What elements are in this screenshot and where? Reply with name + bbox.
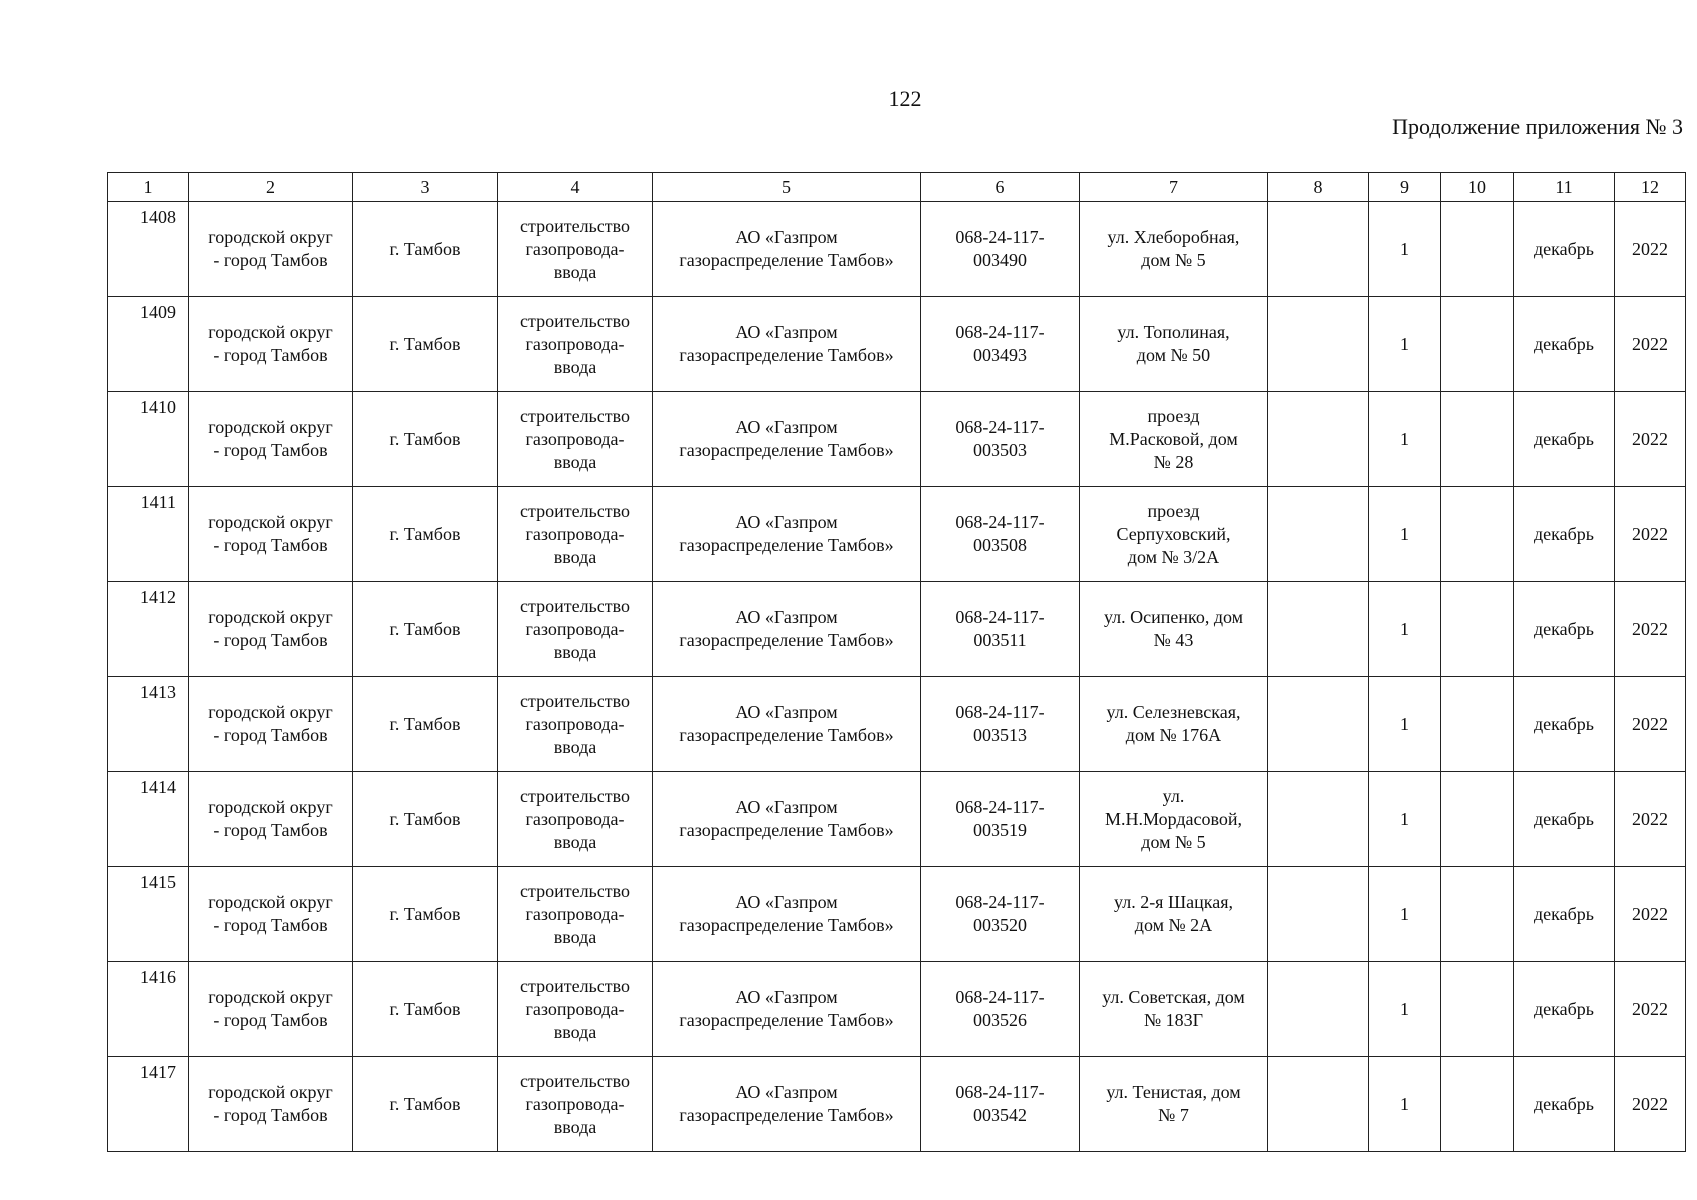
column-10-cell bbox=[1441, 487, 1514, 582]
column-8-cell bbox=[1268, 487, 1369, 582]
quantity-cell: 1 bbox=[1369, 202, 1441, 297]
year-cell: 2022 bbox=[1615, 677, 1686, 772]
table-row bbox=[108, 392, 1686, 487]
row-number: 1411 bbox=[108, 487, 189, 582]
object-code-cell: 068-24-117- 003493 bbox=[921, 297, 1080, 392]
work-type-cell: строительство газопровода- ввода bbox=[498, 867, 653, 962]
year-cell: 2022 bbox=[1615, 962, 1686, 1057]
organization-cell: АО «Газпром газораспределение Тамбов» bbox=[653, 487, 921, 582]
district-cell: городской округ - город Тамбов bbox=[189, 962, 353, 1057]
month-cell: декабрь bbox=[1514, 297, 1615, 392]
table-row bbox=[108, 1057, 1686, 1152]
object-code-cell: 068-24-117- 003508 bbox=[921, 487, 1080, 582]
address-cell: проезд Серпуховский, дом № 3/2А bbox=[1080, 487, 1268, 582]
column-8-cell bbox=[1268, 1057, 1369, 1152]
table-row bbox=[108, 297, 1686, 392]
object-code-cell: 068-24-117- 003526 bbox=[921, 962, 1080, 1057]
district-cell: городской округ - город Тамбов bbox=[189, 487, 353, 582]
table-row bbox=[108, 867, 1686, 962]
column-header: 12 bbox=[1615, 173, 1686, 202]
year-cell: 2022 bbox=[1615, 297, 1686, 392]
work-type-cell: строительство газопровода- ввода bbox=[498, 962, 653, 1057]
organization-cell: АО «Газпром газораспределение Тамбов» bbox=[653, 677, 921, 772]
district-cell: городской округ - город Тамбов bbox=[189, 297, 353, 392]
object-code-cell: 068-24-117- 003503 bbox=[921, 392, 1080, 487]
column-8-cell bbox=[1268, 297, 1369, 392]
quantity-cell: 1 bbox=[1369, 677, 1441, 772]
column-8-cell bbox=[1268, 202, 1369, 297]
object-code-cell: 068-24-117- 003520 bbox=[921, 867, 1080, 962]
column-10-cell bbox=[1441, 1057, 1514, 1152]
month-cell: декабрь bbox=[1514, 487, 1615, 582]
month-cell: декабрь bbox=[1514, 677, 1615, 772]
city-cell: г. Тамбов bbox=[353, 1057, 498, 1152]
object-code-cell: 068-24-117- 003542 bbox=[921, 1057, 1080, 1152]
district-cell: городской округ - город Тамбов bbox=[189, 582, 353, 677]
work-type-cell: строительство газопровода- ввода bbox=[498, 487, 653, 582]
city-cell: г. Тамбов bbox=[353, 772, 498, 867]
city-cell: г. Тамбов bbox=[353, 867, 498, 962]
work-type-cell: строительство газопровода- ввода bbox=[498, 582, 653, 677]
column-8-cell bbox=[1268, 392, 1369, 487]
district-cell: городской округ - город Тамбов bbox=[189, 677, 353, 772]
object-code-cell: 068-24-117- 003490 bbox=[921, 202, 1080, 297]
organization-cell: АО «Газпром газораспределение Тамбов» bbox=[653, 772, 921, 867]
address-cell: ул. Селезневская, дом № 176А bbox=[1080, 677, 1268, 772]
table-row bbox=[108, 582, 1686, 677]
appendix-continuation-label: Продолжение приложения № 3 bbox=[1392, 114, 1683, 139]
district-cell: городской округ - город Тамбов bbox=[189, 772, 353, 867]
work-type-cell: строительство газопровода- ввода bbox=[498, 1057, 653, 1152]
city-cell: г. Тамбов bbox=[353, 297, 498, 392]
column-10-cell bbox=[1441, 202, 1514, 297]
city-cell: г. Тамбов bbox=[353, 677, 498, 772]
work-type-cell: строительство газопровода- ввода bbox=[498, 297, 653, 392]
column-10-cell bbox=[1441, 677, 1514, 772]
year-cell: 2022 bbox=[1615, 1057, 1686, 1152]
month-cell: декабрь bbox=[1514, 772, 1615, 867]
city-cell: г. Тамбов bbox=[353, 582, 498, 677]
object-code-cell: 068-24-117- 003519 bbox=[921, 772, 1080, 867]
address-cell: проезд М.Расковой, дом № 28 bbox=[1080, 392, 1268, 487]
address-cell: ул. Осипенко, дом № 43 bbox=[1080, 582, 1268, 677]
object-code-cell: 068-24-117- 003511 bbox=[921, 582, 1080, 677]
organization-cell: АО «Газпром газораспределение Тамбов» bbox=[653, 582, 921, 677]
organization-cell: АО «Газпром газораспределение Тамбов» bbox=[653, 202, 921, 297]
organization-cell: АО «Газпром газораспределение Тамбов» bbox=[653, 1057, 921, 1152]
work-type-cell: строительство газопровода- ввода bbox=[498, 772, 653, 867]
column-header: 3 bbox=[353, 173, 498, 202]
quantity-cell: 1 bbox=[1369, 867, 1441, 962]
organization-cell: АО «Газпром газораспределение Тамбов» bbox=[653, 867, 921, 962]
district-cell: городской округ - город Тамбов bbox=[189, 867, 353, 962]
gasification-table bbox=[107, 172, 1686, 1152]
row-number: 1414 bbox=[108, 772, 189, 867]
year-cell: 2022 bbox=[1615, 487, 1686, 582]
city-cell: г. Тамбов bbox=[353, 962, 498, 1057]
table-row bbox=[108, 202, 1686, 297]
organization-cell: АО «Газпром газораспределение Тамбов» bbox=[653, 297, 921, 392]
address-cell: ул. 2-я Шацкая, дом № 2А bbox=[1080, 867, 1268, 962]
row-number: 1410 bbox=[108, 392, 189, 487]
column-header: 5 bbox=[653, 173, 921, 202]
district-cell: городской округ - город Тамбов bbox=[189, 1057, 353, 1152]
table-row bbox=[108, 962, 1686, 1057]
quantity-cell: 1 bbox=[1369, 772, 1441, 867]
row-number: 1412 bbox=[108, 582, 189, 677]
month-cell: декабрь bbox=[1514, 1057, 1615, 1152]
column-10-cell bbox=[1441, 582, 1514, 677]
column-header: 6 bbox=[921, 173, 1080, 202]
table-row bbox=[108, 772, 1686, 867]
table-body bbox=[108, 202, 1686, 1152]
row-number: 1408 bbox=[108, 202, 189, 297]
organization-cell: АО «Газпром газораспределение Тамбов» bbox=[653, 962, 921, 1057]
address-cell: ул. Советская, дом № 183Г bbox=[1080, 962, 1268, 1057]
organization-cell: АО «Газпром газораспределение Тамбов» bbox=[653, 392, 921, 487]
object-code-cell: 068-24-117- 003513 bbox=[921, 677, 1080, 772]
district-cell: городской округ - город Тамбов bbox=[189, 202, 353, 297]
city-cell: г. Тамбов bbox=[353, 487, 498, 582]
quantity-cell: 1 bbox=[1369, 582, 1441, 677]
column-8-cell bbox=[1268, 677, 1369, 772]
table-row bbox=[108, 487, 1686, 582]
work-type-cell: строительство газопровода- ввода bbox=[498, 677, 653, 772]
column-header: 2 bbox=[189, 173, 353, 202]
column-10-cell bbox=[1441, 772, 1514, 867]
column-header: 8 bbox=[1268, 173, 1369, 202]
address-cell: ул. Тополиная, дом № 50 bbox=[1080, 297, 1268, 392]
row-number: 1413 bbox=[108, 677, 189, 772]
quantity-cell: 1 bbox=[1369, 392, 1441, 487]
header-row bbox=[108, 173, 1686, 202]
address-cell: ул. Тенистая, дом № 7 bbox=[1080, 1057, 1268, 1152]
quantity-cell: 1 bbox=[1369, 962, 1441, 1057]
work-type-cell: строительство газопровода- ввода bbox=[498, 392, 653, 487]
city-cell: г. Тамбов bbox=[353, 202, 498, 297]
quantity-cell: 1 bbox=[1369, 487, 1441, 582]
column-header: 1 bbox=[108, 173, 189, 202]
district-cell: городской округ - город Тамбов bbox=[189, 392, 353, 487]
quantity-cell: 1 bbox=[1369, 297, 1441, 392]
row-number: 1417 bbox=[108, 1057, 189, 1152]
year-cell: 2022 bbox=[1615, 772, 1686, 867]
address-cell: ул. Хлеборобная, дом № 5 bbox=[1080, 202, 1268, 297]
year-cell: 2022 bbox=[1615, 202, 1686, 297]
month-cell: декабрь bbox=[1514, 202, 1615, 297]
column-10-cell bbox=[1441, 392, 1514, 487]
address-cell: ул. М.Н.Мордасовой, дом № 5 bbox=[1080, 772, 1268, 867]
column-header: 7 bbox=[1080, 173, 1268, 202]
column-8-cell bbox=[1268, 582, 1369, 677]
row-number: 1415 bbox=[108, 867, 189, 962]
year-cell: 2022 bbox=[1615, 392, 1686, 487]
column-8-cell bbox=[1268, 772, 1369, 867]
column-10-cell bbox=[1441, 297, 1514, 392]
page-number: 122 bbox=[888, 86, 922, 111]
column-8-cell bbox=[1268, 867, 1369, 962]
column-header: 11 bbox=[1514, 173, 1615, 202]
column-header: 9 bbox=[1369, 173, 1441, 202]
column-header: 4 bbox=[498, 173, 653, 202]
year-cell: 2022 bbox=[1615, 867, 1686, 962]
month-cell: декабрь bbox=[1514, 962, 1615, 1057]
column-10-cell bbox=[1441, 962, 1514, 1057]
column-10-cell bbox=[1441, 867, 1514, 962]
table-row bbox=[108, 677, 1686, 772]
year-cell: 2022 bbox=[1615, 582, 1686, 677]
quantity-cell: 1 bbox=[1369, 1057, 1441, 1152]
column-header: 10 bbox=[1441, 173, 1514, 202]
city-cell: г. Тамбов bbox=[353, 392, 498, 487]
row-number: 1409 bbox=[108, 297, 189, 392]
row-number: 1416 bbox=[108, 962, 189, 1057]
month-cell: декабрь bbox=[1514, 582, 1615, 677]
month-cell: декабрь bbox=[1514, 867, 1615, 962]
month-cell: декабрь bbox=[1514, 392, 1615, 487]
work-type-cell: строительство газопровода- ввода bbox=[498, 202, 653, 297]
column-8-cell bbox=[1268, 962, 1369, 1057]
